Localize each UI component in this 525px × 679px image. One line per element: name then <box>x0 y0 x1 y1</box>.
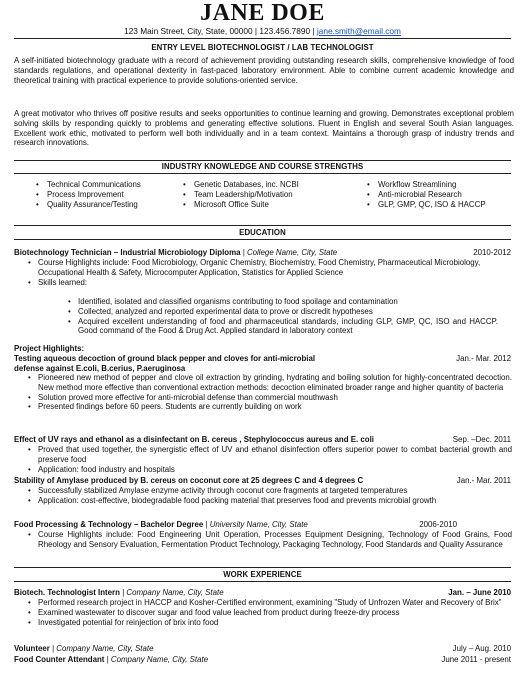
degree-1-school: | College Name, City, State <box>240 248 338 257</box>
work-title: WORK EXPERIENCE <box>223 570 302 579</box>
project-1-heading <box>14 354 511 374</box>
project-2-dates: Sep. –Dec. 2011 <box>452 435 511 444</box>
job-1-dates: Jan. – June 2010 <box>448 588 511 597</box>
job-1-company: | Company Name, City, State <box>119 588 224 597</box>
list-item: • Skills learned: <box>28 278 512 288</box>
list-item: • Solution proved more effective for anti-microbial defense than commercial mouthwash <box>28 393 512 403</box>
list-item: • Application: cost-effective, biodegradable food packing material that preserves food and prevents microbial growth <box>28 496 518 506</box>
project-1-title: Testing aqueous decoction of ground black pepper and cloves for anti-microbial defense against E.coli, B.cerius, P.aeruginosa <box>14 354 316 373</box>
project-2-title: Effect of UV rays and ethanol as a disinfectant on B. cereus , Stephylococcus aureus and E. coli <box>14 435 374 444</box>
job-2-title: Volunteer <box>14 644 50 653</box>
job-3-dates: June 2011 - present <box>441 655 511 664</box>
list-item: • Course Highlights include: Food Engineering Unit Operation, Processes Equipment Designing, Technology of Food Grains, Food Rheology and Sensory Evaluation, Fermentation Product Technology, Packaging Technology, Food Standards and Quality Assurance <box>28 530 512 550</box>
header-divider <box>14 38 511 39</box>
contact-details: 123 Main Street, City, State, 00000 | 123.456.7890 | <box>124 26 317 36</box>
skill-item: • Anti-microbial Research <box>367 189 462 199</box>
list-item: • Course Highlights include: Food Microbiology, Organic Chemistry, Biochemistry, Food Chemistry, Pharmaceutical Microbiology, Occupational Health & Safety, Microcomputer Application, Statistics for Applied Science <box>28 258 512 278</box>
skills-divider-top <box>14 160 511 161</box>
skill-item: • Team Leadership/Motivation <box>183 189 293 199</box>
list-item: • Successfully stabilized Amylase enzyme activity through coconut core fragments at targeted temperatures <box>28 486 518 496</box>
skill-item: • GLP, GMP, QC, ISO & HACCP <box>367 199 486 209</box>
skills-column-2 <box>183 180 299 209</box>
objective-paragraph-1: A self-initiated biotechnology graduate with a record of achievement providing outstanding research skills, comprehensive knowledge of food standards regulations, and operational dexterity in fast-paced laboratory environment. Able to combine current academic knowledge and theoretical training with practical experience to provide solutions-oriented service. <box>14 56 514 85</box>
candidate-name: JANE DOE <box>200 0 325 26</box>
objective-paragraph-2: A great motivator who thrives off positive results and seeks opportunities to continue learning and growing. Demonstrates exceptional problem solving skills by responding quickly to problems and generating effective solutions. Fluent in English and several South Asian languages. Excellent work ethic, motivated to perform well both individually and in a team context. Maintains a thorough grasp of industry trends and research innovations. <box>14 109 514 148</box>
project-2-heading <box>14 435 511 445</box>
list-item: • Application: food industry and hospitals <box>28 465 512 475</box>
degree-1-bullets <box>28 258 512 287</box>
degree-1-heading <box>14 248 511 258</box>
list-item: • Proved that used together, the synergistic effect of UV and ethanol disinfection offers superior power to combat bacterial growth and preserve food <box>28 445 512 465</box>
skill-item: • Technical Communications <box>36 180 141 189</box>
degree-1-dates: 2010-2012 <box>473 248 511 257</box>
list-item: • Collected, analyzed and reported experimental data to prove or discredit hypotheses <box>68 307 498 317</box>
job-3-title: Food Counter Attendant <box>14 655 105 664</box>
skill-item: • Workflow Streamlining <box>367 180 457 189</box>
degree-2-bullets <box>28 530 512 550</box>
skill-item: • Microsoft Office Suite <box>183 199 269 209</box>
work-divider-top <box>14 567 511 568</box>
job-3-company: | Company Name, City, State <box>104 655 209 664</box>
education-title: EDUCATION <box>239 228 286 237</box>
list-item: • Performed research project in HACCP and Kosher-Certified environment, examining "Study of Unfrozen Water and Recovery of Brix" <box>28 598 512 608</box>
degree-2-dates: 2006-2010 <box>419 520 457 529</box>
list-item: • Presented findings before 60 peers. Students are currently building on work <box>28 402 512 412</box>
list-item: • Investigated potential for reinjection of brix into food <box>28 618 512 628</box>
skills-title: INDUSTRY KNOWLEDGE AND COURSE STRENGTHS <box>161 162 364 171</box>
degree-1-title: Biotechnology Technician – Industrial Microbiology Diploma <box>14 248 241 257</box>
projects-label: Project Highlights: <box>14 344 85 353</box>
skill-item: • Process Improvement <box>36 189 124 199</box>
list-item: • Identified, isolated and classified organisms contributing to food spoilage and contamination <box>68 297 498 307</box>
project-3-title: Stability of Amylase produced by B. cereus on coconut core at 25 degrees C and 4 degrees C <box>14 476 364 485</box>
job-1-bullets <box>28 598 512 627</box>
list-item: • Examined wastewater to discover sugar and food value leached from product during freeze-dry process <box>28 608 512 618</box>
job-1-heading <box>14 588 511 598</box>
skills-column-3 <box>367 180 486 209</box>
job-2-heading <box>14 644 511 654</box>
skill-item: • Genetic Databases, inc. NCBI <box>183 180 299 189</box>
skill-item: • Quality Assurance/Testing <box>36 199 138 209</box>
job-1-title: Biotech. Technologist Intern <box>14 588 120 597</box>
job-2-dates: July – Aug. 2010 <box>452 644 511 653</box>
project-1-dates: Jan.- Mar. 2012 <box>456 354 511 363</box>
objective-title: ENTRY LEVEL BIOTECHNOLOGIST / LAB TECHNOLOGIST <box>151 43 374 52</box>
degree-2-title: Food Processing & Technology – Bachelor Degree <box>14 520 204 529</box>
skills-column-1 <box>36 180 141 209</box>
degree-2-heading <box>14 520 511 530</box>
work-divider-bottom <box>14 581 511 582</box>
project-2-bullets <box>28 445 512 474</box>
contact-line <box>0 26 525 36</box>
job-2-company: | Company Name, City, State <box>49 644 154 653</box>
project-3-dates: Jan.- Mar. 2011 <box>456 476 511 485</box>
skills-divider-bottom <box>14 173 511 174</box>
job-3-heading <box>14 655 511 665</box>
project-3-heading <box>14 476 511 486</box>
list-item: • Acquired excellent understanding of food and pharmaceutical standards, including GLP, GMP, QC, ISO and HACCP. Good command of the Food & Drug Act. Applied standard in laboratory context <box>68 317 498 337</box>
email-link[interactable]: jane.smith@email.com <box>316 26 401 36</box>
project-3-bullets <box>28 486 518 506</box>
education-divider-bottom <box>14 239 511 240</box>
education-divider-top <box>14 225 511 226</box>
degree-2-school: | University Name, City, State <box>203 520 308 529</box>
list-item: • Pioneered new method of pepper and clove oil extraction by grinding, hydrating and boiling solution for highly-concentrated decoction. New method more effective than conventional extraction methods: decoction eliminated broader range and higher quantity of bacteria <box>28 373 512 393</box>
project-1-bullets <box>28 373 512 412</box>
skills-learned-list <box>68 297 498 336</box>
